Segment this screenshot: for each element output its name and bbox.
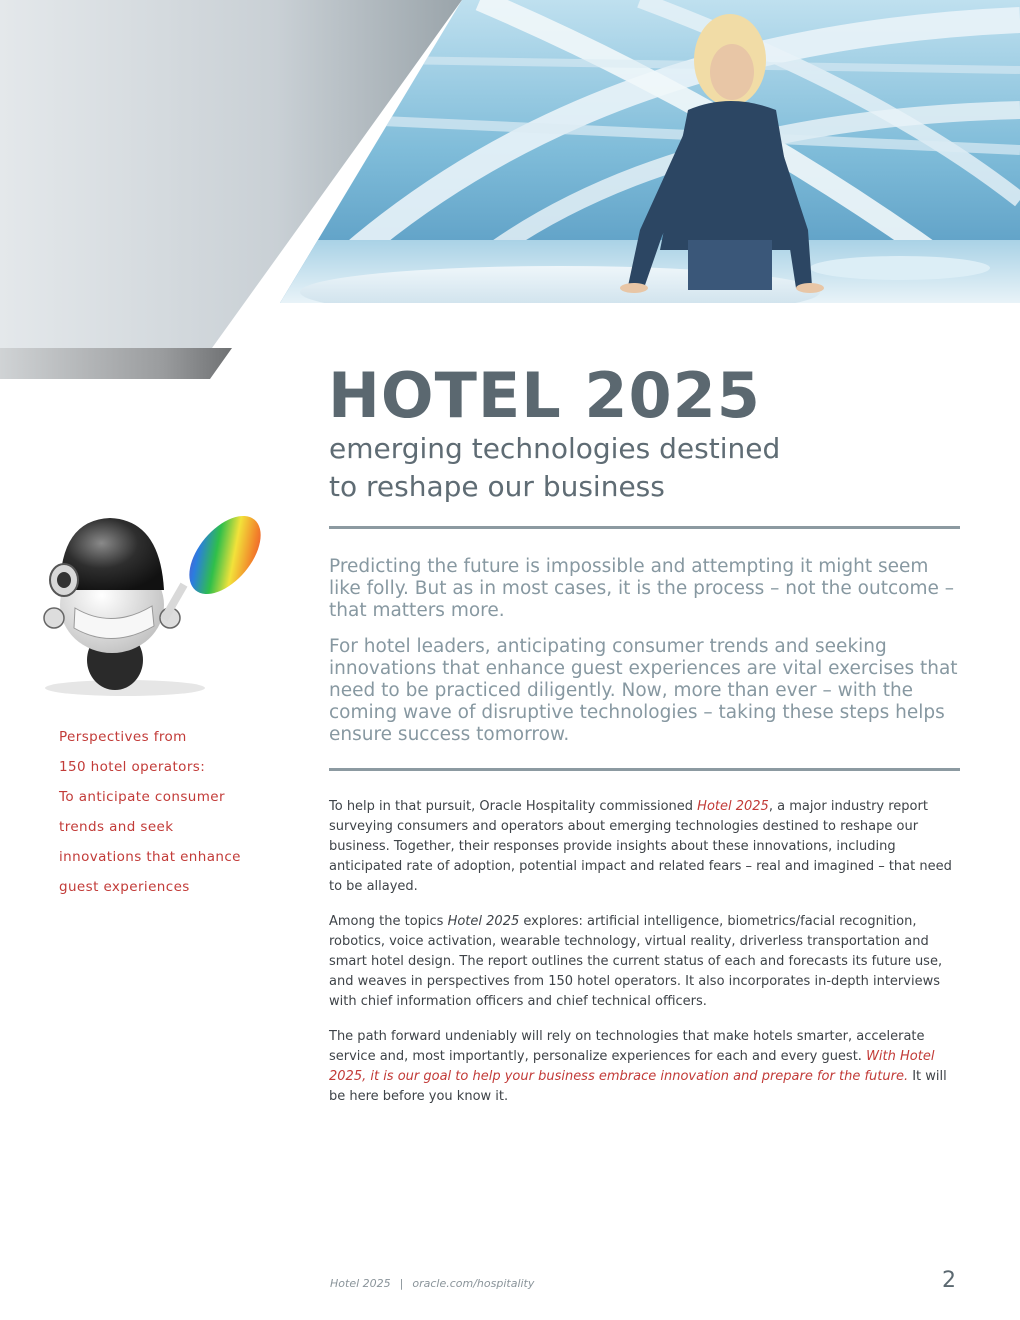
footer-title: Hotel 2025 [330, 1277, 391, 1290]
page-number: 2 [942, 1268, 956, 1293]
lead-paragraph-2: For hotel leaders, anticipating consumer trends and seeking innovations that enhance guest experiences are vital exercises that need to be practiced diligently. Now, more than ever – with the coming wave of disruptive technologies – taking these steps helps ensure success tomorrow. [329, 636, 958, 745]
text-run: explores: artificial intelligence, biometrics/facial recognition, robotics, voice activation, wearable technology, virtual reality, driverless transportation and smart hotel design. The report outlines the current status of each and forecasts its future use, and weaves in perspectives from 150 hotel operators. It also incorporates in-depth interviews with chief information officers and chief technical officers. [329, 914, 943, 1009]
robot-illustration [30, 510, 270, 700]
subtitle-line-2: to reshape our business [329, 470, 665, 503]
callout-line: 150 hotel operators: [59, 759, 206, 775]
text-run: , a major industry report surveying consumers and operators about emerging technologies destined to reshape our business. Together, their responses provide insights about these innovations, including anticipated rate of adoption, potential impact and related fears – real and imagined – that need to be allayed. [329, 799, 952, 894]
report-title-emphasis: Hotel 2025 [697, 799, 769, 814]
body-copy [329, 797, 957, 1122]
body-paragraph-2 [329, 912, 957, 1012]
text-run: The path forward undeniably will rely on technologies that make hotels smarter, accelerate service and, most importantly, personalize experiences for each and every guest. [329, 1029, 925, 1064]
page-subtitle [329, 430, 969, 506]
subtitle-line-1: emerging technologies destined [329, 432, 781, 465]
text-run: Among the topics [329, 914, 448, 929]
body-paragraph-1 [329, 797, 957, 897]
body-paragraph-3 [329, 1027, 957, 1107]
callout-line: guest experiences [59, 879, 190, 895]
hero-banner [0, 0, 1020, 380]
page-title: HOTEL 2025 [328, 359, 761, 432]
divider-bottom [329, 768, 960, 771]
callout-line: innovations that enhance [59, 849, 241, 865]
callout-line: trends and seek [59, 819, 174, 835]
callout-line: To anticipate consumer [59, 789, 225, 805]
report-title-italic: Hotel 2025 [447, 914, 520, 929]
goal-emphasis: With Hotel 2025, it is our goal to help your business embrace innovation and prepare for the future. [329, 1049, 935, 1084]
lead-paragraph-1: Predicting the future is impossible and attempting it might seem like folly. But as in most cases, it is the process – not the outcome – that matters more. [329, 556, 954, 621]
page-footer [330, 1277, 534, 1290]
callout-line: Perspectives from [59, 729, 187, 745]
divider-top [329, 526, 960, 529]
hero-illustration [0, 0, 1020, 380]
lead-section [329, 556, 959, 760]
text-run: It will be here before you know it. [329, 1069, 947, 1104]
sidebar-callout [59, 722, 279, 902]
footer-separator: | [399, 1277, 404, 1290]
text-run: To help in that pursuit, Oracle Hospitality commissioned [329, 799, 698, 814]
footer-url[interactable]: oracle.com/hospitality [412, 1277, 535, 1290]
